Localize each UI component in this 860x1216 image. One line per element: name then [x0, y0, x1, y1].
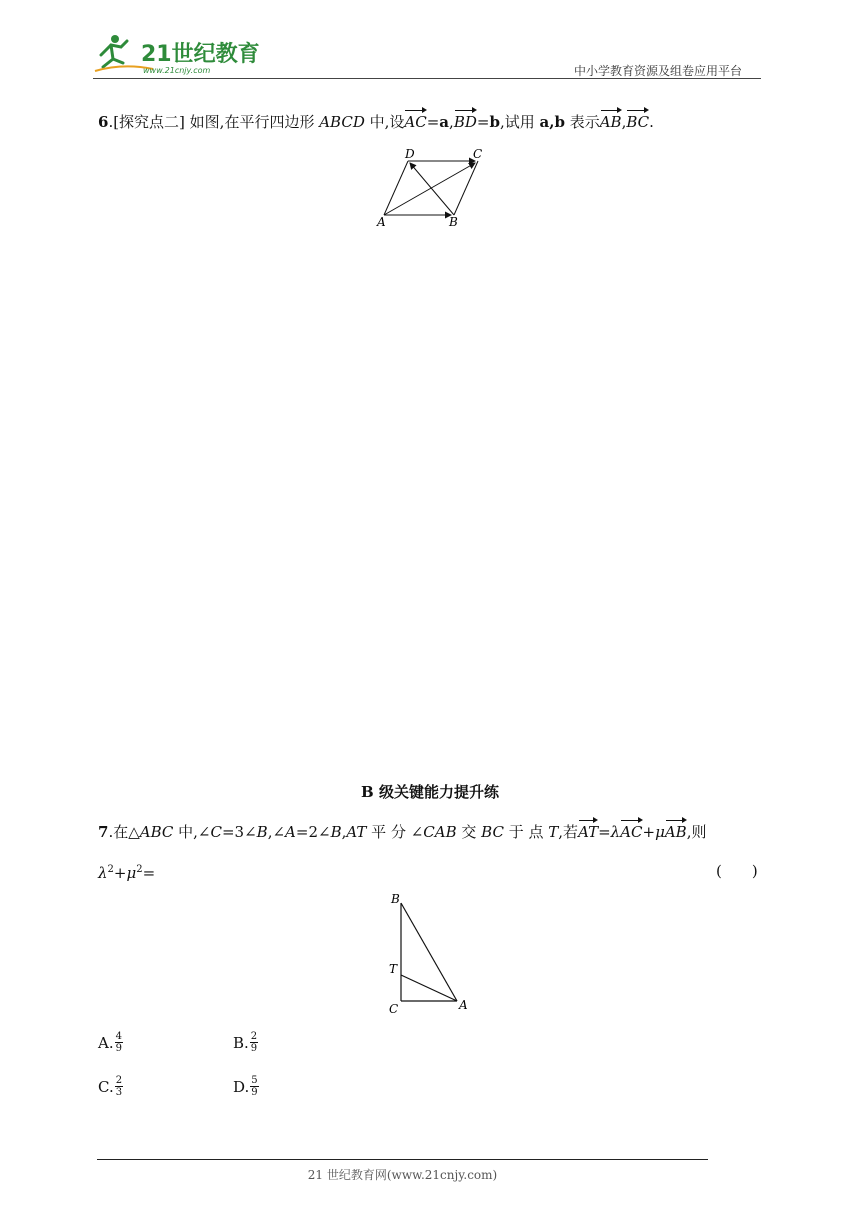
label-b: B: [449, 215, 458, 229]
triangle-figure: [382, 890, 478, 1018]
question-number: 7: [98, 823, 109, 841]
bisector-at: [401, 975, 457, 1001]
choice-d[interactable]: D. $\frac{5}{9}$: [233, 1075, 258, 1098]
edge-ad: [384, 161, 408, 215]
fraction: $\frac{4}{9}$: [115, 1031, 122, 1054]
parallelogram-figure: [372, 144, 492, 232]
choice-c[interactable]: C. $\frac{2}{3}$: [98, 1075, 123, 1098]
vector-bd: BD: [454, 108, 477, 133]
section-title: B 级关键能力提升练: [361, 783, 499, 801]
label-t: T: [389, 962, 398, 976]
site-tagline: 中小学教育资源及组卷应用平台: [574, 64, 743, 78]
vector-ac: AC: [620, 818, 642, 843]
header-divider: [93, 78, 761, 79]
label-a: A: [377, 215, 386, 229]
edge-bc: [454, 161, 478, 215]
logo-text: 21世纪教育: [141, 42, 260, 67]
vector-bc: BC: [626, 108, 649, 133]
side-ab: [401, 903, 457, 1001]
choice-a[interactable]: A. $\frac{4}{9}$: [98, 1031, 122, 1054]
vector-ac: AC: [404, 108, 426, 133]
footer-divider: [97, 1159, 708, 1160]
fraction: $\frac{5}{9}$: [251, 1075, 258, 1098]
vector-ab: AB: [600, 108, 622, 133]
vector-at: AT: [578, 818, 598, 843]
question-7-line2: $\lambda^2+\mu^2=$: [98, 864, 156, 882]
site-logo: [93, 33, 263, 77]
footer-link[interactable]: 21 世纪教育网(www.21cnjy.com): [307, 1168, 498, 1182]
label-a: A: [459, 998, 468, 1012]
fraction: $\frac{2}{3}$: [115, 1075, 123, 1098]
label-c: C: [473, 147, 483, 161]
label-d: D: [405, 147, 415, 161]
question-6: 6.[探究点二] 如图,在平行四边形 ABCD 中,设AC=a,BD=b,试用 a,b 表示AB,BC.: [98, 108, 654, 133]
logo-url: www.21cnjy.com: [143, 66, 211, 75]
diagonal-bd: [410, 163, 454, 215]
diagonal-ac: [384, 163, 475, 215]
question-number: 6: [98, 113, 109, 131]
vector-ab: AB: [665, 818, 687, 843]
fraction: $\frac{2}{9}$: [250, 1031, 258, 1054]
choice-b[interactable]: B. $\frac{2}{9}$: [233, 1031, 258, 1054]
answer-blank: ( ): [716, 862, 758, 880]
label-b: B: [391, 892, 400, 906]
label-c: C: [389, 1002, 399, 1016]
question-7: 7.在△ABC 中,∠C=3∠B,∠A=2∠B,AT 平 分 ∠CAB 交 BC 于 点 T,若AT=λAC+μAB,则: [98, 818, 706, 843]
